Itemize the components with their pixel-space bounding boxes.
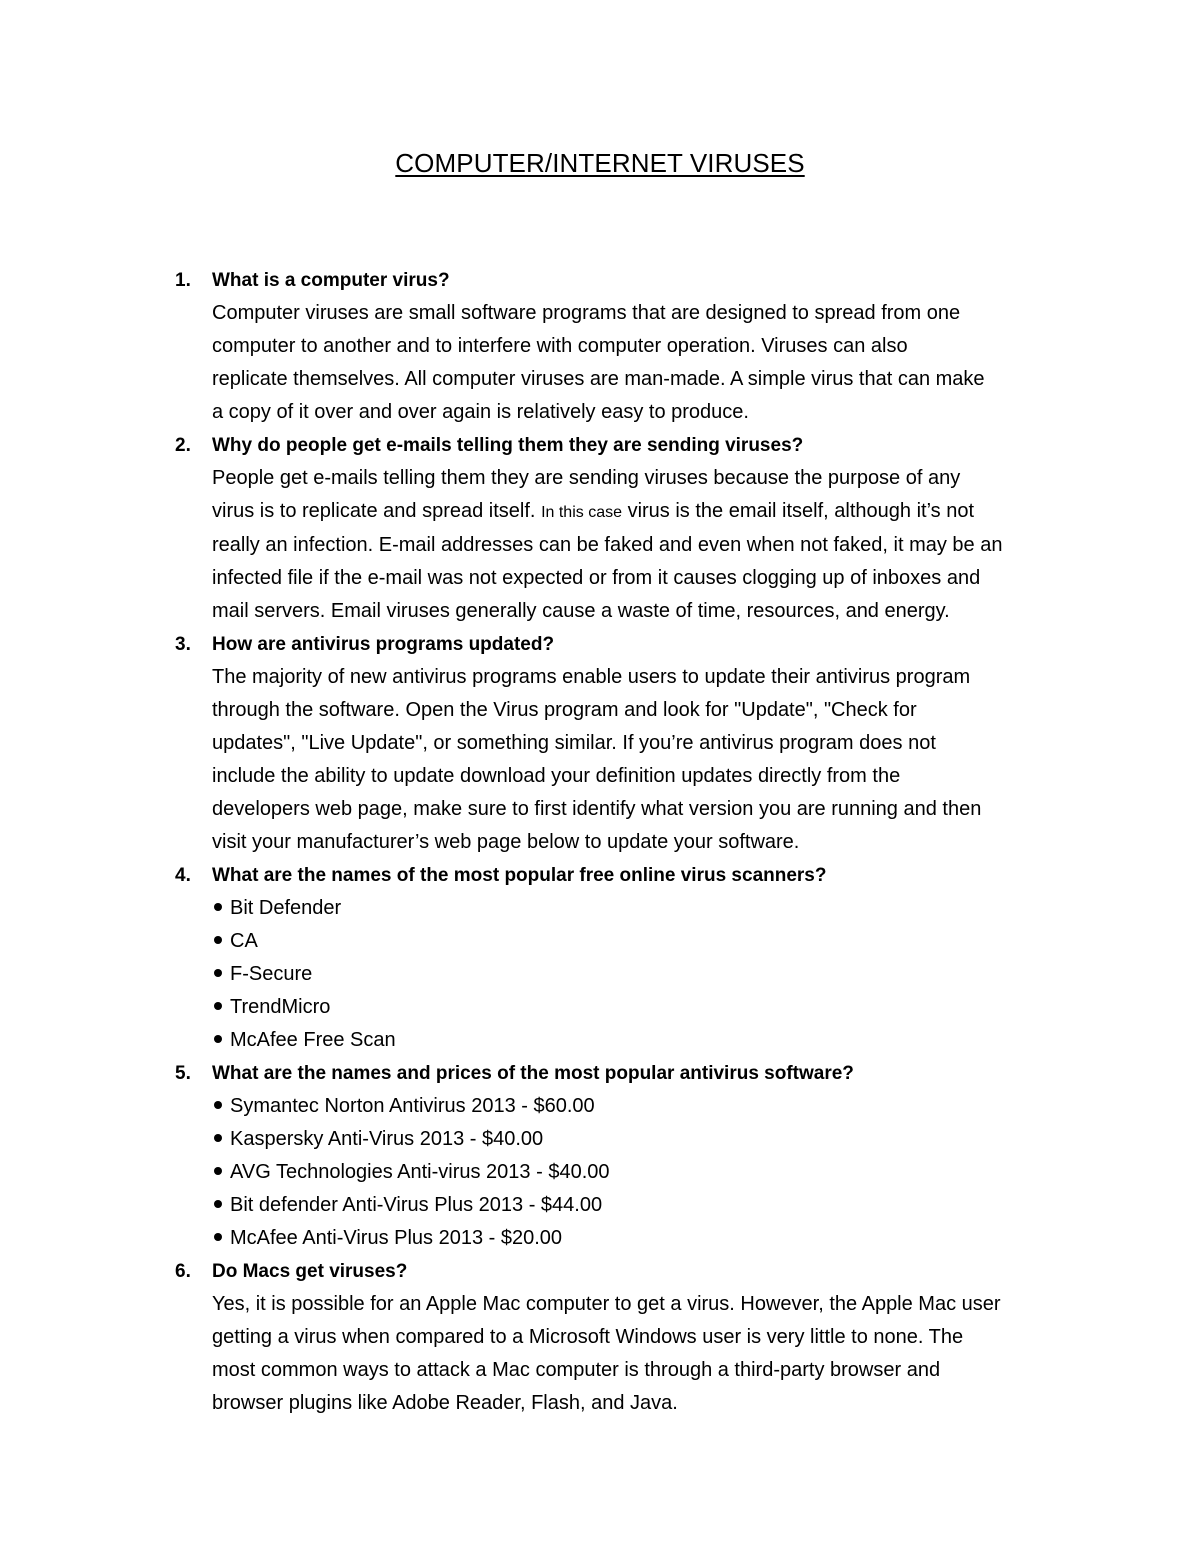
bullet-item	[212, 1024, 1095, 1057]
bullet-item	[212, 892, 1095, 925]
question-number: 3.	[175, 634, 191, 655]
question-number: 6.	[175, 1261, 191, 1282]
question-number: 4.	[175, 865, 191, 886]
answer-text	[212, 661, 1095, 859]
bullet-text: TrendMicro	[230, 996, 331, 1018]
bullet-icon	[214, 1134, 222, 1142]
bullet-icon	[214, 1002, 222, 1010]
bullet-text: McAfee Anti-Virus Plus 2013 - $20.00	[230, 1227, 563, 1249]
bullet-text: F-Secure	[230, 963, 313, 985]
bullet-icon	[214, 903, 222, 911]
question-number: 5.	[175, 1063, 191, 1084]
answer-line	[212, 495, 1095, 529]
question-heading: Do Macs get viruses?	[212, 1261, 408, 1282]
bullet-icon	[214, 1233, 222, 1241]
answer-line: People get e-mails telling them they are sending viruses because the purpose of any	[212, 467, 961, 489]
question-item-6	[175, 1255, 1095, 1420]
question-heading: What are the names and prices of the most popular antivirus software?	[212, 1063, 854, 1084]
bullet-text: Bit Defender	[230, 897, 342, 919]
bullet-text: CA	[230, 930, 258, 952]
bullet-item	[212, 925, 1095, 958]
bullet-text: McAfee Free Scan	[230, 1029, 396, 1051]
question-item-4	[175, 859, 1095, 1057]
answer-fragment: virus is to replicate and spread itself.	[212, 500, 536, 522]
answer-fragment: virus is the email itself, although it’s not	[627, 500, 975, 522]
question-list	[175, 264, 1095, 1420]
answer-line: most common ways to attack a Mac computer is through a third-party browser and	[212, 1359, 941, 1381]
bullet-list	[212, 892, 1095, 1057]
answer-line: include the ability to update download your definition updates directly from the	[212, 765, 901, 787]
bullet-text: Kaspersky Anti-Virus 2013 - $40.00	[230, 1128, 544, 1150]
bullet-text: Symantec Norton Antivirus 2013 - $60.00	[230, 1095, 595, 1117]
bullet-item	[212, 991, 1095, 1024]
answer-fragment-small: In this case	[541, 504, 622, 521]
answer-line: Yes, it is possible for an Apple Mac computer to get a virus. However, the Apple Mac user	[212, 1293, 1001, 1315]
answer-line: The majority of new antivirus programs enable users to update their antivirus program	[212, 666, 971, 688]
bullet-text: AVG Technologies Anti-virus 2013 - $40.00	[230, 1161, 610, 1183]
question-heading: Why do people get e-mails telling them they are sending viruses?	[212, 435, 804, 456]
question-number: 2.	[175, 435, 191, 456]
question-number: 1.	[175, 270, 191, 291]
question-item-5	[175, 1057, 1095, 1255]
question-item-1	[175, 264, 1095, 429]
bullet-icon	[214, 1167, 222, 1175]
bullet-item	[212, 958, 1095, 991]
answer-line: through the software. Open the Virus program and look for "Update", "Check for	[212, 699, 917, 721]
answer-line: developers web page, make sure to first identify what version you are running and then	[212, 798, 982, 820]
question-heading: What is a computer virus?	[212, 270, 450, 291]
answer-line: Computer viruses are small software programs that are designed to spread from one	[212, 302, 961, 324]
question-item-2	[175, 429, 1095, 628]
bullet-icon	[214, 1035, 222, 1043]
bullet-item	[212, 1123, 1095, 1156]
bullet-item	[212, 1189, 1095, 1222]
bullet-item	[212, 1222, 1095, 1255]
answer-text	[212, 297, 1095, 429]
answer-line: getting a virus when compared to a Microsoft Windows user is very little to none. The	[212, 1326, 964, 1348]
bullet-icon	[214, 1200, 222, 1208]
answer-line: a copy of it over and over again is relatively easy to produce.	[212, 401, 749, 423]
question-heading: How are antivirus programs updated?	[212, 634, 555, 655]
answer-text	[212, 462, 1095, 628]
answer-line: mail servers. Email viruses generally cause a waste of time, resources, and energy.	[212, 600, 950, 622]
bullet-item	[212, 1090, 1095, 1123]
answer-line: visit your manufacturer’s web page below to update your software.	[212, 831, 800, 853]
answer-text	[212, 1288, 1095, 1420]
answer-line: browser plugins like Adobe Reader, Flash, and Java.	[212, 1392, 678, 1414]
bullet-text: Bit defender Anti-Virus Plus 2013 - $44.00	[230, 1194, 603, 1216]
answer-line: replicate themselves. All computer viruses are man-made. A simple virus that can make	[212, 368, 985, 390]
bullet-icon	[214, 1101, 222, 1109]
answer-line: really an infection. E-mail addresses can be faked and even when not faked, it may be an	[212, 534, 1003, 556]
bullet-list	[212, 1090, 1095, 1255]
answer-line: updates", "Live Update", or something similar. If you’re antivirus program does not	[212, 732, 936, 754]
document-title: COMPUTER/INTERNET VIRUSES	[395, 148, 805, 178]
question-item-3	[175, 628, 1095, 859]
answer-line: infected file if the e-mail was not expected or from it causes clogging up of inboxes and	[212, 567, 981, 589]
answer-line: computer to another and to interfere with computer operation. Viruses can also	[212, 335, 908, 357]
bullet-icon	[214, 969, 222, 977]
question-heading: What are the names of the most popular free online virus scanners?	[212, 865, 827, 886]
bullet-item	[212, 1156, 1095, 1189]
bullet-icon	[214, 936, 222, 944]
